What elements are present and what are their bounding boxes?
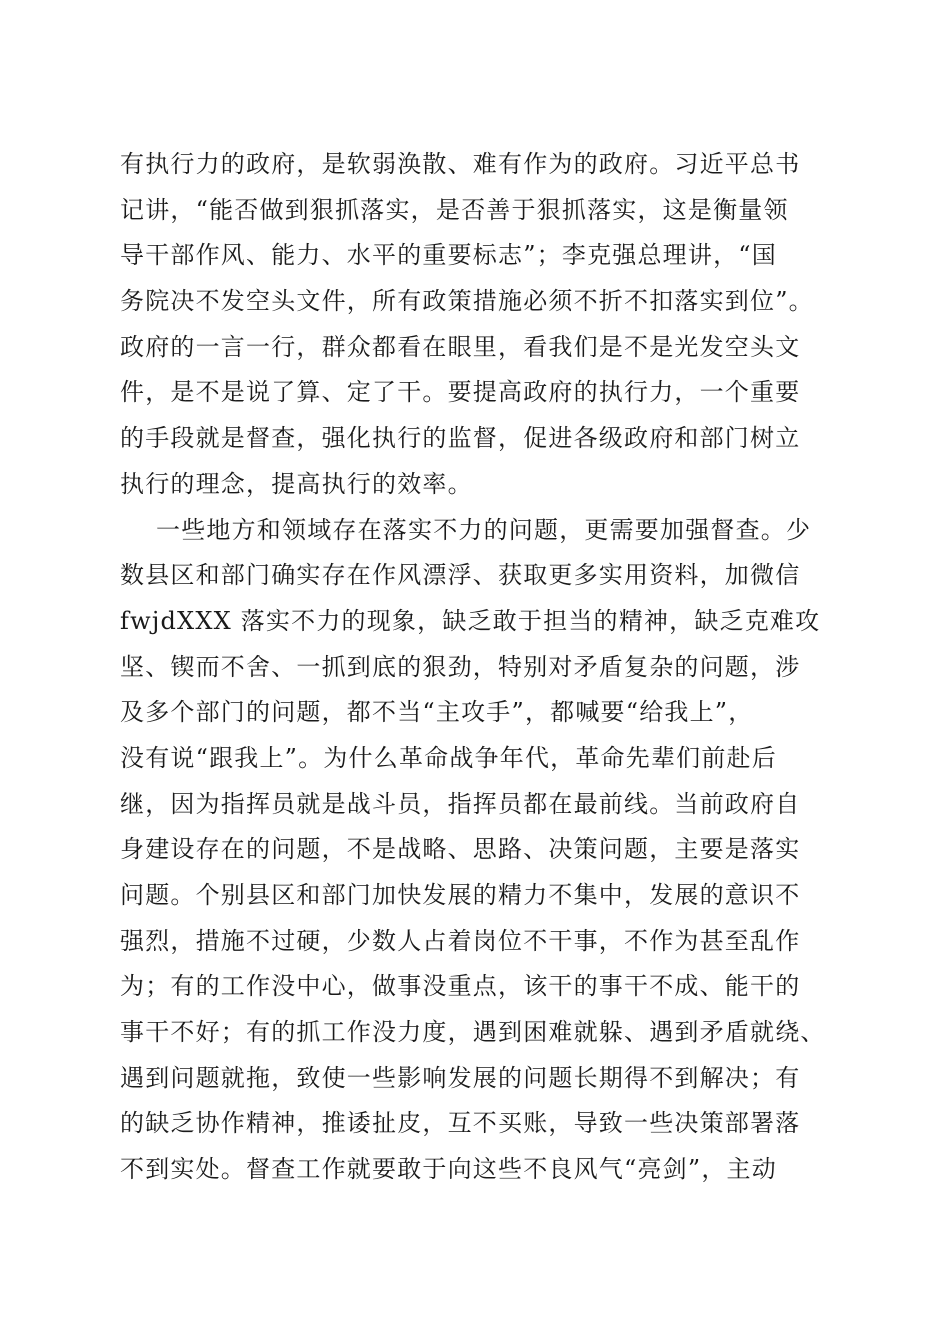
text-line: fwjdXXX 落实不力的现象，缺乏敢于担当的精神，缺乏克难攻: [120, 606, 821, 635]
text-line: 导干部作风、能力、水平的重要标志”；李克强总理讲，“国: [120, 241, 777, 270]
text-line: 有执行力的政府，是软弱涣散、难有作为的政府。习近平总书: [120, 150, 801, 178]
text-line: 记讲，“能否做到狠抓落实，是否善于狠抓落实，这是衡量领: [120, 195, 789, 224]
text-line: 继，因为指挥员就是战斗员，指挥员都在最前线。当前政府自: [120, 789, 801, 818]
text-line: 件，是不是说了算、定了干。要提高政府的执行力，一个重要: [120, 378, 801, 407]
paragraph-2: [120, 508, 835, 1193]
text-line: 务院决不发空头文件，所有政策措施必须不折不扣落实到位”。: [120, 287, 814, 316]
text-line: 执行的理念，提高执行的效率。: [120, 469, 473, 498]
body-text: [120, 142, 835, 1193]
text-line: 的手段就是督查，强化执行的监督，促进各级政府和部门树立: [120, 424, 801, 453]
text-line: 数县区和部门确实存在作风漂浮、获取更多实用资料，加微信: [120, 561, 801, 590]
text-line: 为；有的工作没中心，做事没重点，该干的事干不成、能干的: [120, 972, 801, 1001]
text-line: 及多个部门的问题，都不当“主攻手”，都喊要“给我上”，: [120, 698, 754, 727]
text-line: 的缺乏协作精神，推诿扯皮，互不买账，导致一些决策部署落: [120, 1109, 801, 1138]
text-line: 问题。个别县区和部门加快发展的精力不集中，发展的意识不: [120, 881, 801, 909]
text-line: 遇到问题就拖，致使一些影响发展的问题长期得不到解决；有: [120, 1063, 801, 1092]
text-line: 没有说“跟我上”。为什么革命战争年代，革命先辈们前赴后: [120, 743, 777, 772]
text-line: 政府的一言一行，群众都看在眼里，看我们是不是光发空头文: [120, 332, 801, 361]
text-line: 一些地方和领域存在落实不力的问题，更需要加强督查。少: [156, 515, 812, 544]
text-line: 事干不好；有的抓工作没力度，遇到困难就躲、遇到矛盾就绕、: [120, 1018, 826, 1047]
text-line: 强烈，措施不过硬，少数人占着岗位不干事，不作为甚至乱作: [120, 926, 801, 955]
text-line: 不到实处。督查工作就要敢于向这些不良风气“亮剑”，主动: [120, 1155, 777, 1184]
text-line: 身建设存在的问题，不是战略、思路、决策问题，主要是落实: [120, 835, 801, 864]
paragraph-1: [120, 142, 835, 508]
text-line: 坚、锲而不舍、一抓到底的狠劲，特别对矛盾复杂的问题，涉: [120, 652, 801, 681]
